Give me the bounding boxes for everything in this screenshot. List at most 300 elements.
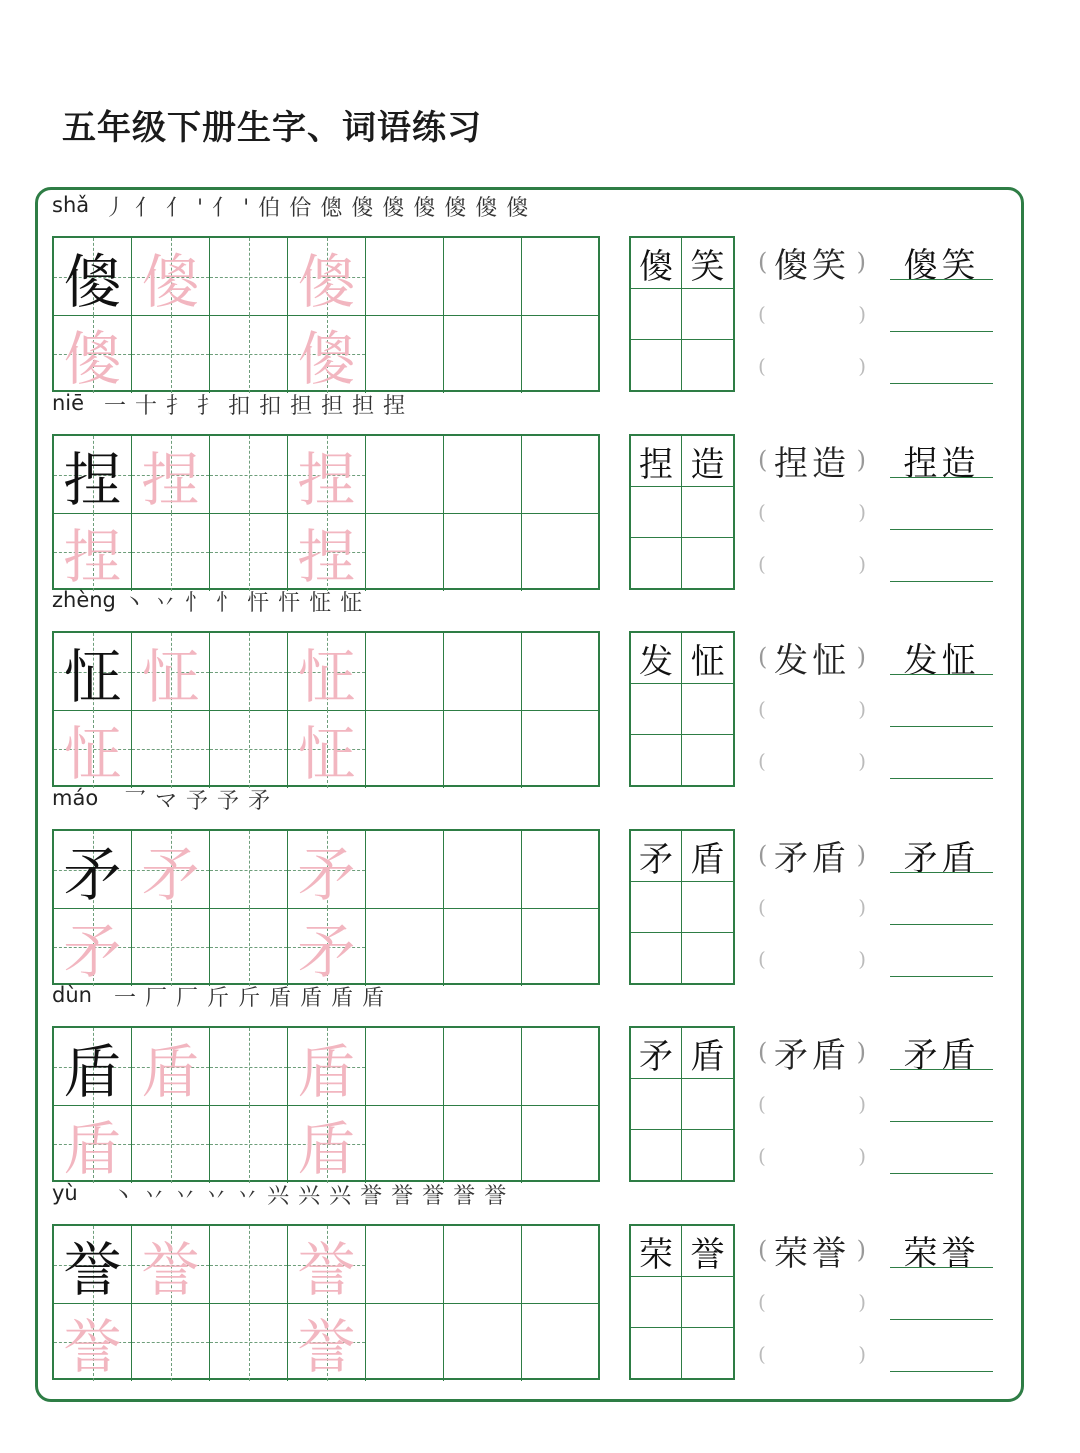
writing-cell[interactable]: [288, 633, 366, 711]
writing-cell[interactable]: [522, 436, 600, 514]
writing-cell[interactable]: [444, 1105, 522, 1183]
writing-cell[interactable]: [132, 831, 210, 909]
answer-line: [890, 477, 993, 478]
word-grid: [629, 1224, 735, 1380]
word-cell[interactable]: [631, 882, 682, 933]
word-cell[interactable]: [682, 538, 733, 589]
answer-line[interactable]: [890, 726, 993, 727]
writing-cell[interactable]: [366, 1226, 444, 1304]
trace-character: 誉: [141, 1235, 200, 1304]
trace-character: 傻: [297, 325, 356, 393]
writing-cell[interactable]: [366, 1303, 444, 1381]
parenthesized-word: [758, 236, 866, 288]
writing-cell[interactable]: [288, 315, 366, 393]
stroke-step: 盾: [331, 986, 363, 1011]
stroke-step: 扌: [197, 394, 229, 419]
writing-cell[interactable]: [132, 1105, 210, 1183]
paren-word: 矛盾: [774, 838, 850, 879]
stroke-step: 傻: [506, 196, 538, 221]
word-cell[interactable]: [682, 487, 733, 538]
answer-line: [890, 279, 993, 280]
blank-parentheses[interactable]: [758, 1130, 866, 1182]
paren-word: 荣誉: [774, 1233, 850, 1274]
writing-cell[interactable]: [522, 238, 600, 316]
underlined-word: 荣誉: [903, 1234, 980, 1274]
word-cell[interactable]: [631, 487, 682, 538]
word-cell[interactable]: [682, 882, 733, 933]
writing-cell[interactable]: [522, 831, 600, 909]
writing-cell[interactable]: [132, 908, 210, 986]
writing-cell[interactable]: [210, 1303, 288, 1381]
right-paren: ): [856, 446, 866, 474]
writing-cell[interactable]: [288, 710, 366, 788]
left-paren: (: [758, 354, 766, 378]
right-paren: ): [856, 841, 866, 869]
writing-cell[interactable]: [288, 238, 366, 316]
stroke-step: 伯: [258, 196, 290, 221]
writing-cell[interactable]: [54, 513, 132, 591]
word-cell[interactable]: [631, 1328, 682, 1379]
answer-line: [890, 872, 993, 873]
writing-cell[interactable]: [210, 1028, 288, 1106]
writing-cell[interactable]: [444, 831, 522, 909]
right-paren: ): [856, 1236, 866, 1264]
parenthesized-word: [758, 631, 866, 683]
trace-character: 矛: [297, 918, 356, 986]
writing-cell[interactable]: [132, 513, 210, 591]
writing-cell[interactable]: [366, 1028, 444, 1106]
blank-parentheses[interactable]: [758, 486, 866, 538]
writing-cell[interactable]: [444, 633, 522, 711]
stroke-step: 兴: [267, 1184, 299, 1209]
left-paren: (: [758, 1092, 766, 1116]
pinyin-label: yù: [52, 1181, 78, 1205]
left-paren: (: [758, 643, 768, 671]
word-cell[interactable]: [682, 1328, 733, 1379]
writing-cell[interactable]: [444, 315, 522, 393]
word-cell[interactable]: [682, 735, 733, 786]
writing-cell[interactable]: [522, 1105, 600, 1183]
word-cell[interactable]: [631, 684, 682, 735]
writing-cell[interactable]: [132, 238, 210, 316]
stroke-step: 誉: [422, 1184, 454, 1209]
trace-character: 捏: [297, 445, 356, 514]
underlined-word: 捏造: [903, 444, 980, 484]
writing-cell[interactable]: [288, 1303, 366, 1381]
left-paren: (: [758, 895, 766, 919]
right-paren: ): [856, 248, 866, 276]
stroke-step: 丷: [174, 1184, 206, 1209]
trace-character: 誉: [63, 1313, 122, 1381]
writing-cell[interactable]: [444, 436, 522, 514]
writing-cell[interactable]: [366, 831, 444, 909]
writing-cell[interactable]: [522, 1226, 600, 1304]
underlined-word: 矛盾: [903, 1036, 980, 1076]
stroke-step: 盾: [362, 986, 394, 1011]
answer-line[interactable]: [890, 976, 993, 977]
left-paren: (: [758, 302, 766, 326]
answer-line[interactable]: [890, 778, 993, 779]
stroke-step: 丶: [112, 1184, 144, 1209]
writing-cell[interactable]: [366, 710, 444, 788]
writing-cell[interactable]: [210, 710, 288, 788]
blank-parentheses[interactable]: [758, 288, 866, 340]
word-cell[interactable]: [631, 1130, 682, 1181]
trace-character: 盾: [141, 1037, 200, 1106]
underlined-word: 发怔: [903, 641, 980, 681]
writing-cell[interactable]: [366, 436, 444, 514]
word-cell[interactable]: [631, 1277, 682, 1328]
writing-cell[interactable]: [366, 908, 444, 986]
stroke-step: 丿: [104, 196, 136, 221]
stroke-step: 予: [217, 789, 249, 814]
writing-cell[interactable]: [210, 831, 288, 909]
word-cell[interactable]: [631, 289, 682, 340]
stroke-step: 予: [186, 789, 218, 814]
writing-cell[interactable]: [288, 513, 366, 591]
stroke-step: 乛: [124, 789, 156, 814]
model-character: 誉: [63, 1235, 122, 1304]
stroke-step: 斤: [238, 986, 270, 1011]
writing-cell[interactable]: [366, 633, 444, 711]
word-cell[interactable]: [631, 933, 682, 984]
writing-cell[interactable]: [132, 1028, 210, 1106]
word-cell[interactable]: [682, 1130, 733, 1181]
writing-cell[interactable]: [288, 908, 366, 986]
writing-cell[interactable]: [210, 633, 288, 711]
model-character: 矛: [63, 840, 122, 909]
writing-cell[interactable]: [444, 238, 522, 316]
stroke-step: 忓: [247, 591, 279, 616]
right-paren: ): [858, 1092, 866, 1116]
word-cell[interactable]: 造: [682, 436, 733, 487]
right-paren: ): [856, 1038, 866, 1066]
answer-line[interactable]: [890, 924, 993, 925]
writing-cell[interactable]: [54, 1028, 132, 1106]
writing-cell[interactable]: [132, 710, 210, 788]
stroke-step: 傻: [351, 196, 383, 221]
stroke-step: 一: [114, 986, 146, 1011]
right-paren: ): [858, 1290, 866, 1314]
right-paren: ): [858, 354, 866, 378]
pinyin-label: zhèng: [52, 588, 116, 612]
pinyin-label: niē: [52, 391, 85, 415]
trace-character: 怔: [297, 720, 356, 788]
model-character: 捏: [63, 445, 122, 514]
left-paren: (: [758, 841, 768, 869]
stroke-step: 丷: [154, 591, 186, 616]
left-paren: (: [758, 1038, 768, 1066]
answer-line[interactable]: [890, 529, 993, 530]
stroke-step: 忓: [278, 591, 310, 616]
word-grid: [629, 236, 735, 392]
word-cell[interactable]: 发: [631, 633, 682, 684]
writing-cell[interactable]: [444, 908, 522, 986]
word-cell[interactable]: 盾: [682, 1028, 733, 1079]
writing-cell[interactable]: [288, 831, 366, 909]
stroke-order: [124, 784, 279, 815]
trace-character: 盾: [297, 1115, 356, 1183]
stroke-step: 忄: [185, 591, 217, 616]
stroke-step: 扌: [166, 394, 198, 419]
page-title: 五年级下册生字、词语练习: [62, 108, 482, 148]
trace-character: 捏: [297, 523, 356, 591]
blank-parentheses[interactable]: [758, 735, 866, 787]
stroke-step: 傻: [413, 196, 445, 221]
writing-cell[interactable]: [132, 633, 210, 711]
left-paren: (: [758, 749, 766, 773]
trace-character: 盾: [63, 1115, 122, 1183]
trace-character: 矛: [63, 918, 122, 986]
writing-cell[interactable]: [288, 436, 366, 514]
blank-parentheses[interactable]: [758, 1276, 866, 1328]
writing-cell[interactable]: [366, 315, 444, 393]
parenthesized-word: [758, 1026, 866, 1078]
trace-character: 怔: [297, 642, 356, 711]
writing-cell[interactable]: [444, 1226, 522, 1304]
writing-cell[interactable]: [522, 633, 600, 711]
pinyin-label: dùn: [52, 983, 92, 1007]
writing-cell[interactable]: [54, 1226, 132, 1304]
left-paren: (: [758, 500, 766, 524]
right-paren: ): [856, 643, 866, 671]
word-grid: [629, 829, 735, 985]
trace-character: 誉: [297, 1313, 356, 1381]
stroke-step: 兴: [298, 1184, 330, 1209]
underlined-word: 傻笑: [903, 246, 980, 286]
writing-cell[interactable]: [54, 908, 132, 986]
word-cell[interactable]: 誉: [682, 1226, 733, 1277]
trace-character: 矛: [141, 840, 200, 909]
word-grid: [629, 631, 735, 787]
writing-grid: [52, 1026, 600, 1182]
trace-character: 怔: [63, 720, 122, 788]
stroke-step: 盾: [269, 986, 301, 1011]
stroke-step: 忄: [216, 591, 248, 616]
answer-line[interactable]: [890, 383, 993, 384]
stroke-step: 担: [352, 394, 384, 419]
trace-character: 誉: [297, 1235, 356, 1304]
blank-parentheses[interactable]: [758, 933, 866, 985]
stroke-step: 厂: [145, 986, 177, 1011]
stroke-step: 亻': [166, 196, 213, 221]
character-section: [52, 590, 1002, 787]
trace-character: 捏: [63, 523, 122, 591]
blank-parentheses[interactable]: [758, 340, 866, 392]
word-cell[interactable]: 盾: [682, 831, 733, 882]
trace-character: 傻: [63, 325, 122, 393]
word-cell[interactable]: 荣: [631, 1226, 682, 1277]
right-paren: ): [858, 302, 866, 326]
blank-parentheses[interactable]: [758, 881, 866, 933]
word-cell[interactable]: [631, 340, 682, 391]
writing-cell[interactable]: [132, 315, 210, 393]
left-paren: (: [758, 446, 768, 474]
stroke-step: 丶: [123, 591, 155, 616]
answer-line: [890, 1069, 993, 1070]
paren-word: 傻笑: [774, 245, 850, 286]
parenthesized-word: [758, 829, 866, 881]
model-character: 傻: [63, 247, 122, 316]
character-section: [52, 985, 1002, 1182]
writing-grid: [52, 631, 600, 787]
word-cell[interactable]: [682, 684, 733, 735]
writing-cell[interactable]: [54, 1105, 132, 1183]
writing-cell[interactable]: [522, 908, 600, 986]
writing-cell[interactable]: [366, 238, 444, 316]
answer-line[interactable]: [890, 581, 993, 582]
word-grid: [629, 434, 735, 590]
pinyin-label: máo: [52, 786, 99, 810]
writing-cell[interactable]: [210, 315, 288, 393]
stroke-step: 亻': [212, 196, 259, 221]
left-paren: (: [758, 697, 766, 721]
stroke-step: 誉: [453, 1184, 485, 1209]
stroke-step: 扣: [259, 394, 291, 419]
model-character: 怔: [63, 642, 122, 711]
writing-cell[interactable]: [522, 1303, 600, 1381]
writing-cell[interactable]: [132, 1303, 210, 1381]
stroke-step: 誉: [391, 1184, 423, 1209]
paren-word: 捏造: [774, 443, 850, 484]
word-cell[interactable]: [682, 1079, 733, 1130]
right-paren: ): [858, 895, 866, 919]
stroke-step: 誉: [360, 1184, 392, 1209]
word-cell[interactable]: 笑: [682, 238, 733, 289]
word-cell[interactable]: 傻: [631, 238, 682, 289]
character-section: [52, 195, 1002, 392]
left-paren: (: [758, 552, 766, 576]
stroke-step: 傻: [475, 196, 507, 221]
writing-cell[interactable]: [288, 1226, 366, 1304]
trace-character: 傻: [141, 247, 200, 316]
writing-cell[interactable]: [54, 436, 132, 514]
writing-cell[interactable]: [54, 633, 132, 711]
writing-cell[interactable]: [210, 238, 288, 316]
writing-cell[interactable]: [522, 315, 600, 393]
word-cell[interactable]: 怔: [682, 633, 733, 684]
left-paren: (: [758, 947, 766, 971]
stroke-step: 捏: [383, 394, 415, 419]
writing-cell[interactable]: [210, 1226, 288, 1304]
word-cell[interactable]: [631, 1079, 682, 1130]
stroke-step: 傻: [382, 196, 414, 221]
word-cell[interactable]: [631, 538, 682, 589]
stroke-step: 傯: [320, 196, 352, 221]
writing-cell[interactable]: [210, 513, 288, 591]
writing-cell[interactable]: [522, 513, 600, 591]
trace-character: 傻: [297, 247, 356, 316]
answer-line[interactable]: [890, 1173, 993, 1174]
stroke-step: 担: [290, 394, 322, 419]
stroke-step: 扣: [228, 394, 260, 419]
trace-character: 盾: [297, 1037, 356, 1106]
stroke-step: 十: [135, 394, 167, 419]
writing-cell[interactable]: [132, 1226, 210, 1304]
writing-cell[interactable]: [54, 238, 132, 316]
writing-grid: [52, 236, 600, 392]
writing-cell[interactable]: [522, 1028, 600, 1106]
word-cell[interactable]: [682, 340, 733, 391]
blank-parentheses[interactable]: [758, 1078, 866, 1130]
paren-word: 发怔: [774, 640, 850, 681]
writing-cell[interactable]: [288, 1028, 366, 1106]
answer-line[interactable]: [890, 331, 993, 332]
writing-grid: [52, 829, 600, 985]
underlined-word: 矛盾: [903, 839, 980, 879]
writing-cell[interactable]: [210, 1105, 288, 1183]
stroke-step: 怔: [340, 591, 372, 616]
writing-cell[interactable]: [54, 831, 132, 909]
right-paren: ): [858, 552, 866, 576]
word-cell[interactable]: [682, 933, 733, 984]
stroke-step: 斤: [207, 986, 239, 1011]
stroke-step: マ: [155, 789, 187, 814]
character-section: [52, 393, 1002, 590]
stroke-step: 厂: [176, 986, 208, 1011]
parenthesized-word: [758, 434, 866, 486]
stroke-step: 丷: [143, 1184, 175, 1209]
word-cell[interactable]: 矛: [631, 1028, 682, 1079]
right-paren: ): [858, 1144, 866, 1168]
answer-line[interactable]: [890, 1319, 993, 1320]
writing-cell[interactable]: [210, 436, 288, 514]
stroke-step: 亻: [135, 196, 167, 221]
trace-character: 捏: [141, 445, 200, 514]
blank-parentheses[interactable]: [758, 683, 866, 735]
stroke-step: 誉: [484, 1184, 516, 1209]
writing-cell[interactable]: [54, 1303, 132, 1381]
character-section: [52, 788, 1002, 985]
writing-cell[interactable]: [366, 513, 444, 591]
writing-cell[interactable]: [288, 1105, 366, 1183]
stroke-step: 怔: [309, 591, 341, 616]
answer-line[interactable]: [890, 1121, 993, 1122]
blank-parentheses[interactable]: [758, 538, 866, 590]
writing-cell[interactable]: [444, 1028, 522, 1106]
word-cell[interactable]: [631, 735, 682, 786]
paren-word: 矛盾: [774, 1035, 850, 1076]
word-cell[interactable]: [682, 289, 733, 340]
writing-cell[interactable]: [132, 436, 210, 514]
stroke-order: [104, 191, 537, 222]
writing-cell[interactable]: [54, 710, 132, 788]
right-paren: ): [858, 500, 866, 524]
blank-parentheses[interactable]: [758, 1328, 866, 1380]
stroke-step: 盾: [300, 986, 332, 1011]
left-paren: (: [758, 1144, 766, 1168]
writing-cell[interactable]: [444, 710, 522, 788]
stroke-step: 矛: [248, 789, 280, 814]
stroke-step: 丷: [236, 1184, 268, 1209]
stroke-step: 丷: [205, 1184, 237, 1209]
answer-line: [890, 1267, 993, 1268]
word-cell[interactable]: 捏: [631, 436, 682, 487]
writing-cell[interactable]: [366, 1105, 444, 1183]
word-grid: [629, 1026, 735, 1182]
writing-cell[interactable]: [444, 513, 522, 591]
writing-grid: [52, 1224, 600, 1380]
writing-cell[interactable]: [522, 710, 600, 788]
writing-cell[interactable]: [444, 1303, 522, 1381]
word-cell[interactable]: 矛: [631, 831, 682, 882]
writing-cell[interactable]: [210, 908, 288, 986]
writing-cell[interactable]: [54, 315, 132, 393]
word-cell[interactable]: [682, 1277, 733, 1328]
answer-line: [890, 674, 993, 675]
answer-line[interactable]: [890, 1371, 993, 1372]
right-paren: ): [858, 749, 866, 773]
